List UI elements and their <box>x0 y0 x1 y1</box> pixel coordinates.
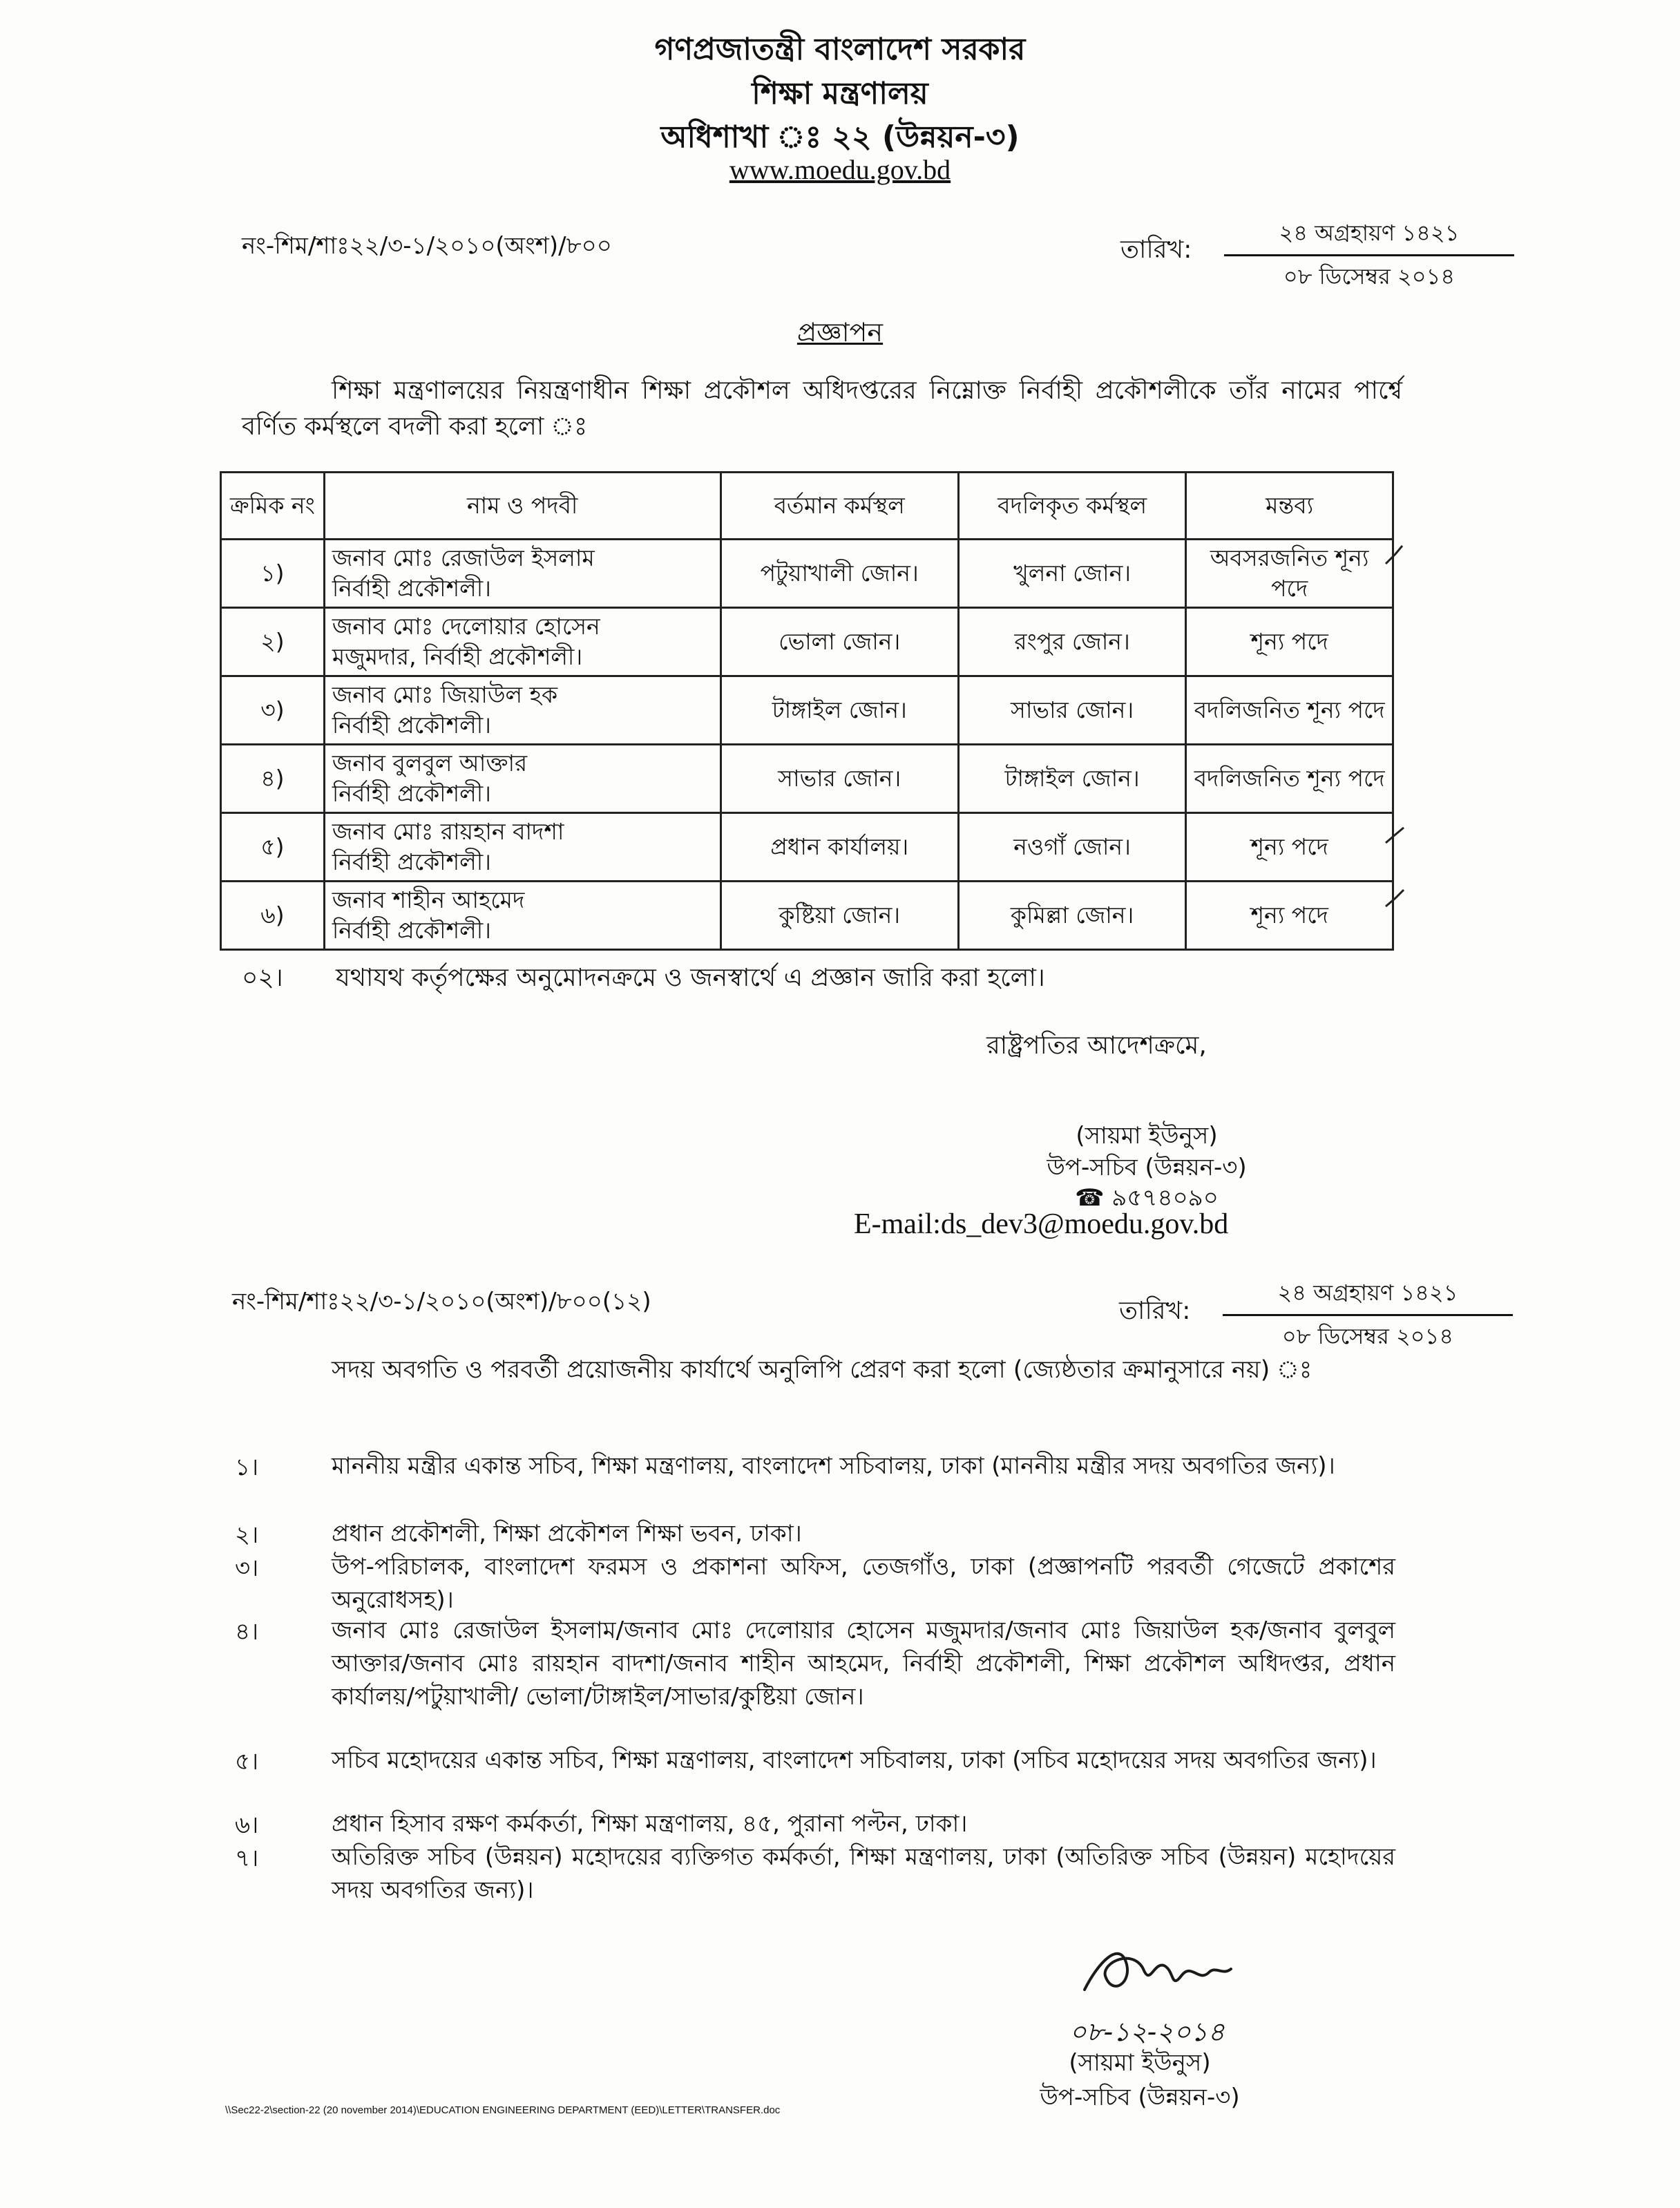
row-remarks: অবসরজনিত শূন্য পদে <box>1186 540 1393 608</box>
memo-number: নং-শিম/শাঃ২২/৩-১/২০১০(অংশ)/৮০০ <box>242 232 612 260</box>
memo2-date <box>1223 1275 1513 1356</box>
table-row <box>221 676 1393 745</box>
intro-paragraph: শিক্ষা মন্ত্রণালয়ের নিয়ন্ত্রণাধীন শিক্ষা প্রকৌশল অধিদপ্তরের নিম্নোক্ত নির্বাহী প্রকৌশলীকে তাঁর নামের পার্শ্বে বর্ণিত কর্মস্থলে বদলী করা হলো ঃ <box>242 377 1402 441</box>
row-name-cell <box>324 608 720 676</box>
row-name-cell <box>324 745 720 813</box>
row-designation: নির্বাহী প্রকৌশলী। <box>332 780 491 807</box>
row-name: জনাব মোঃ জিয়াউল হক <box>332 681 558 708</box>
list-item: সচিব মহোদয়ের একান্ত সচিব, শিক্ষা মন্ত্রণালয়, বাংলাদেশ সচিবালয়, ঢাকা (সচিব মহোদয়ের সদয় অবগতির জন্য)। <box>332 1747 1377 1774</box>
row-name-cell <box>324 882 720 950</box>
header-remarks: মন্তব্য <box>1186 473 1393 540</box>
list-number: ৭। <box>235 1845 259 1872</box>
row-name: জনাব মোঃ রেজাউল ইসলাম <box>332 544 595 571</box>
table-row <box>221 813 1393 882</box>
list-item: মাননীয় মন্ত্রীর একান্ত সচিব, শিক্ষা মন্ত্রণালয়, বাংলাদেশ সচিবালয়, ঢাকা (মাননীয় মন্ত্রীর সদয় অবগতির জন্য)। <box>332 1452 1335 1480</box>
website-link[interactable]: www.moedu.gov.bd <box>729 154 951 185</box>
row-serial: ৪) <box>221 745 325 813</box>
row-name-cell <box>324 540 720 608</box>
signatory2-name: (সায়মা ইউনুস) <box>1069 2049 1211 2077</box>
date-english: ০৮ ডিসেম্বর ২০১৪ <box>1283 263 1455 289</box>
row-transferred: রংপুর জোন। <box>958 608 1185 676</box>
row-name-cell <box>324 813 720 882</box>
row-serial: ২) <box>221 608 325 676</box>
table-row <box>221 608 1393 676</box>
date-bangla: ২৪ অগ্রহায়ণ ১৪২১ <box>1224 216 1514 256</box>
row-serial: ৩) <box>221 676 325 745</box>
row-serial: ১) <box>221 540 325 608</box>
signatory2-title: উপ-সচিব (উন্নয়ন-৩) <box>1040 2084 1240 2111</box>
gov-title: গণপ্রজাতন্ত্রী বাংলাদেশ সরকার <box>654 32 1026 67</box>
row-current: সাভার জোন। <box>720 745 958 813</box>
signatory-title: উপ-সচিব (উন্নয়ন-৩) <box>1047 1154 1247 1181</box>
by-order-text: রাষ্ট্রপতির আদেশক্রমে, <box>986 1031 1207 1060</box>
ministry-title: শিক্ষা মন্ত্রণালয় <box>752 76 928 111</box>
memo-date <box>1224 216 1514 296</box>
header-name: নাম ও পদবী <box>324 473 720 540</box>
memo2-date-english: ০৮ ডিসেম্বর ২০১৪ <box>1281 1323 1454 1349</box>
list-number: ৬। <box>235 1811 259 1839</box>
list-item: প্রধান প্রকৌশলী, শিক্ষা প্রকৌশল শিক্ষা ভবন, ঢাকা। <box>332 1520 802 1548</box>
footer-file-path: \\Sec22-2\section-22 (20 november 2014)\EDUCATION ENGINEERING DEPARTMENT (EED)\LETTER\TRANSFER.doc <box>225 2104 781 2116</box>
row-current: টাঙ্গাইল জোন। <box>720 676 958 745</box>
row-remarks: শূন্য পদে <box>1186 813 1393 882</box>
date-label: তারিখ: <box>1120 236 1192 264</box>
row-designation: নির্বাহী প্রকৌশলী। <box>332 575 491 602</box>
memo2-number: নং-শিম/শাঃ২২/৩-১/২০১০(অংশ)/৮০০(১২) <box>232 1288 651 1315</box>
branch-title: অধিশাখা ঃ ২২ (উন্নয়ন-৩) <box>660 120 1020 155</box>
header-current: বর্তমান কর্মস্থল <box>720 473 958 540</box>
row-transferred: নওগাঁ জোন। <box>958 813 1185 882</box>
row-name: জনাব বুলবুল আক্তার <box>332 750 528 777</box>
row-designation: নির্বাহী প্রকৌশলী। <box>332 848 491 875</box>
table-row <box>221 540 1393 608</box>
clause2-text: যথাযথ কর্তৃপক্ষের অনুমোদনক্রমে ও জনস্বার্থে এ প্রজ্ঞান জারি করা হলো। <box>336 964 1045 992</box>
list-number: ৪। <box>235 1618 259 1646</box>
row-remarks: শূন্য পদে <box>1186 882 1393 950</box>
list-item: উপ-পরিচালক, বাংলাদেশ ফরমস ও প্রকাশনা অফিস, তেজগাঁও, ঢাকা (প্রজ্ঞাপনটি পরবর্তী গেজেটে প্রকাশের অনুরোধসহ)। <box>332 1553 1395 1614</box>
row-remarks: বদলিজনিত শূন্য পদে <box>1186 745 1393 813</box>
row-current: প্রধান কার্যালয়। <box>720 813 958 882</box>
row-designation: নির্বাহী প্রকৌশলী। <box>332 712 491 739</box>
signatory-name: (সায়মা ইউনুস) <box>1076 1122 1218 1150</box>
notice-title: প্রজ্ঞাপন <box>796 317 884 348</box>
transfer-table <box>220 471 1394 951</box>
list-item: অতিরিক্ত সচিব (উন্নয়ন) মহোদয়ের ব্যক্তিগত কর্মকর্তা, শিক্ষা মন্ত্রণালয়, ঢাকা (অতিরিক্ত সচিব (উন্নয়ন) মহোদয়ের সদয় অবগতির জন্য)। <box>332 1843 1395 1904</box>
table-header-row <box>221 473 1393 540</box>
signatory-phone: ☎ ৯৫৭৪০৯০ <box>1075 1184 1219 1212</box>
list-number: ২। <box>235 1521 259 1549</box>
list-item: প্রধান হিসাব রক্ষণ কর্মকর্তা, শিক্ষা মন্ত্রণালয়, ৪৫, পুরানা পল্টন, ঢাকা। <box>332 1810 968 1838</box>
row-name: জনাব মোঃ দেলোয়ার হোসেন <box>332 613 600 640</box>
signatory-email[interactable]: E-mail:ds_dev3@moedu.gov.bd <box>854 1208 1229 1240</box>
copy-paragraph: সদয় অবগতি ও পরবর্তী প্রয়োজনীয় কার্যার্থে অনুলিপি প্রেরণ করা হলো (জ্যেষ্ঠতার ক্রমানুসারে নয়) ঃ <box>332 1356 1312 1384</box>
header-transferred: বদলিকৃত কর্মস্থল <box>958 473 1185 540</box>
row-transferred: কুমিল্লা জোন। <box>958 882 1185 950</box>
clause2-number: ০২। <box>242 964 283 992</box>
memo2-date-bangla: ২৪ অগ্রহায়ণ ১৪২১ <box>1223 1275 1513 1316</box>
row-designation: নির্বাহী প্রকৌশলী। <box>332 917 491 944</box>
row-serial: ৫) <box>221 813 325 882</box>
row-name-cell <box>324 676 720 745</box>
row-name: জনাব শাহীন আহমেদ <box>332 886 525 913</box>
row-remarks: বদলিজনিত শূন্য পদে <box>1186 676 1393 745</box>
row-transferred: সাভার জোন। <box>958 676 1185 745</box>
row-current: কুষ্টিয়া জোন। <box>720 882 958 950</box>
table-row <box>221 745 1393 813</box>
list-number: ৩। <box>235 1554 259 1582</box>
memo2-date-label: তারিখ: <box>1119 1297 1191 1325</box>
tick-marks <box>1382 539 1409 926</box>
list-number: ৫। <box>235 1748 259 1776</box>
row-transferred: খুলনা জোন। <box>958 540 1185 608</box>
row-serial: ৬) <box>221 882 325 950</box>
row-designation: মজুমদার, নির্বাহী প্রকৌশলী। <box>332 643 583 670</box>
row-name: জনাব মোঃ রায়হান বাদশা <box>332 818 564 845</box>
list-item: জনাব মোঃ রেজাউল ইসলাম/জনাব মোঃ দেলোয়ার হোসেন মজুমদার/জনাব মোঃ জিয়াউল হক/জনাব বুলবুল আক্তার/জনাব মোঃ রায়হান বাদশা/জনাব শাহীন আহমেদ, নির্বাহী প্রকৌশলী, শিক্ষা প্রকৌশল অধিদপ্তর, প্রধান কার্যালয়/পটুয়াখালী/ ভোলা/টাঙ্গাইল/সাভার/কুষ্টিয়া জোন। <box>332 1617 1395 1711</box>
table-row <box>221 882 1393 950</box>
signature-date: ০৮-১২-২০১৪ <box>1069 2017 1225 2047</box>
row-current: পটুয়াখালী জোন। <box>720 540 958 608</box>
header-serial: ক্রমিক নং <box>221 473 325 540</box>
row-transferred: টাঙ্গাইল জোন। <box>958 745 1185 813</box>
row-current: ভোলা জোন। <box>720 608 958 676</box>
list-number: ১। <box>235 1454 259 1481</box>
row-remarks: শূন্য পদে <box>1186 608 1393 676</box>
